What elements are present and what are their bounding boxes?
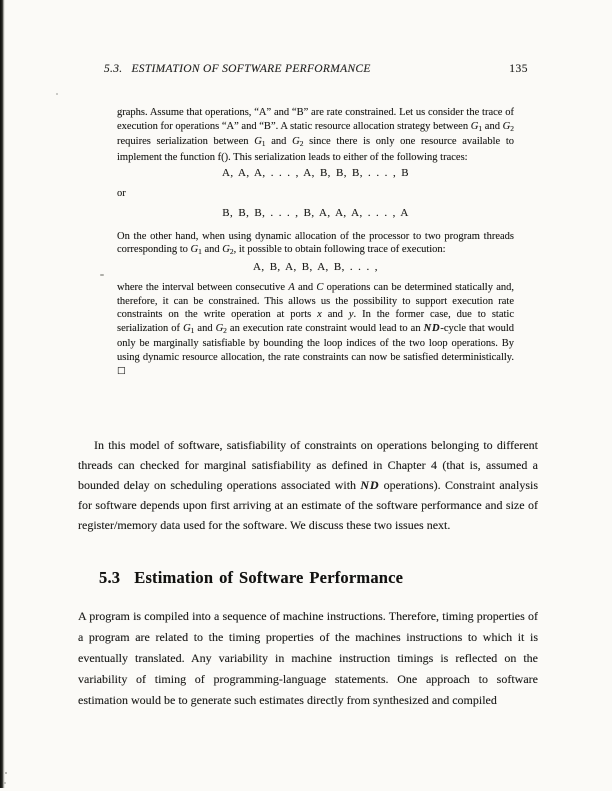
example-paragraph-2: On the other hand, when using dynamic allocation of the processor to two program threads corresponding to $G_1$ and $G_2$, it possible to obtain following trace of execution: <box>117 230 514 256</box>
or-label: or <box>117 187 126 199</box>
scan-speck <box>4 782 6 784</box>
body-paragraph-1: In this model of software, satisfiability of constraints on operations belonging to different threads can checked for marginal satisfiability as defined in Chapter 4 (that is, assumed a bounded delay on scheduling operations associated with ND operations). Constraint analysis for software depends upon first arriving at an estimate of the software performance and size of register/memory data used for the software. We discuss these two issues next. <box>78 438 538 532</box>
running-header <box>104 63 528 75</box>
example-paragraph-1: graphs. Assume that operations, “A” and “B” are rate constrained. Let us consider the trace of execution for operations “A” and “B”. A static resource allocation strategy between $G_1$ and $G_2$ requires serialization between $G_1$ and $G_2$ since there is only one resource available to implement the function f(). This serialization leads to either of the following traces: <box>117 107 515 163</box>
body-paragraph-2: A program is compiled into a sequence of machine instructions. Therefore, timing properties of a program are related to the timing properties of the machines instructions to which it is eventually translated. Any variability in machine instruction timings is reflected on the variability of timing of programming-language statements. One approach to software estimation would be to generate such estimates directly from synthesized and compiled <box>78 609 538 707</box>
trace-line-3: A, B, A, B, A, B, . . . , <box>253 260 378 273</box>
trace-line-1: A, A, A, . . . , A, B, B, B, . . . , B <box>221 167 409 179</box>
page-number: 135 <box>509 63 528 75</box>
section-number: 5.3 <box>99 568 121 587</box>
example-paragraph-3: where the interval between consecutive A and C operations can be determined statically and, therefore, it can be constrained. This allows us the possibility to support execution rate constraints on the write operation at ports x and y. In the former case, due to static serialization of $G_1$ and $G_2$ an execution rate constraint would lead to an ND-cycle that would only be marginally satisfiable by bounding the loop indices of the two loop operations. By using dynamic resource allocation, the rate constraints can now be satisfied deterministically. □ <box>117 282 515 376</box>
scan-speck <box>56 93 58 95</box>
scan-speck <box>100 274 104 276</box>
scan-speck <box>5 772 7 774</box>
section-title: Estimation of Software Performance <box>134 568 404 587</box>
trace-line-2: B, B, B, . . . , B, A, A, A, . . . , A <box>222 207 409 219</box>
scan-edge-artifact <box>0 0 5 788</box>
example-block <box>117 106 514 379</box>
section-heading <box>99 568 403 588</box>
running-header-section-number: 5.3. <box>104 63 123 75</box>
running-header-chapter-title: ESTIMATION OF SOFTWARE PERFORMANCE <box>131 63 371 75</box>
running-header-title <box>104 63 371 75</box>
